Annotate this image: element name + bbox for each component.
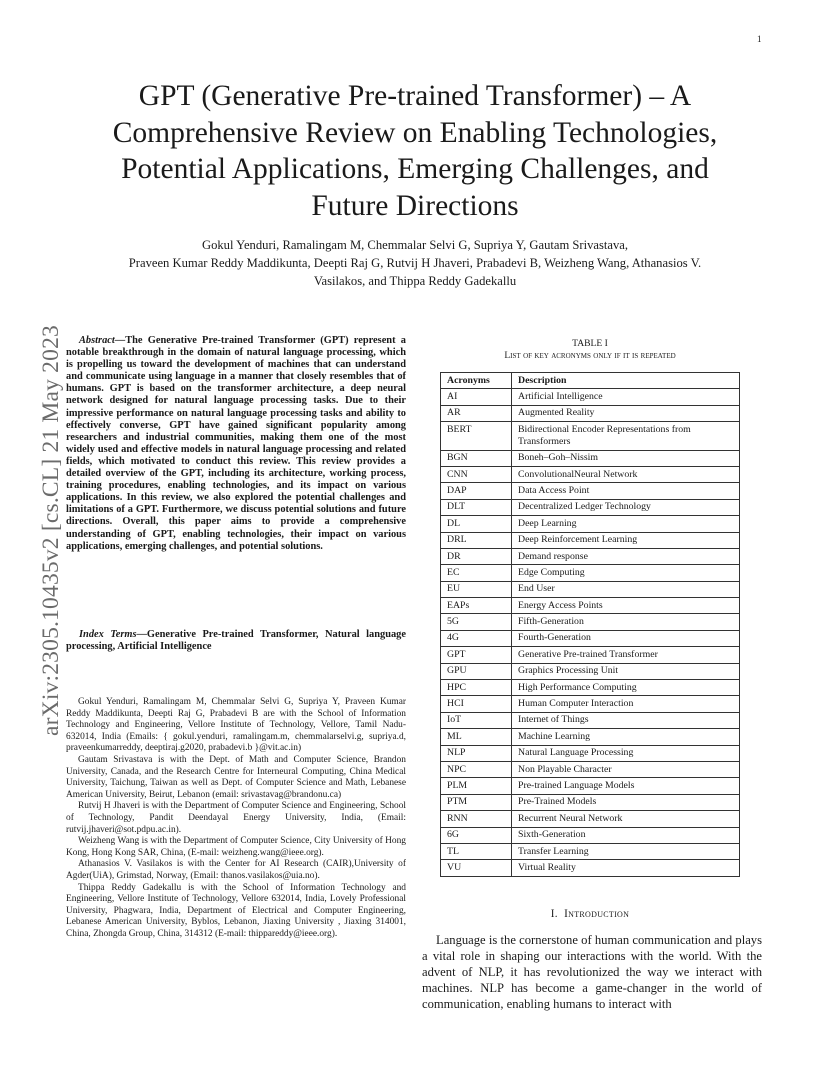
table-row xyxy=(441,548,740,564)
arxiv-identifier: arXiv:2305.10435v2 [cs.CL] 21 May 2023 xyxy=(38,325,64,736)
table-row xyxy=(441,843,740,859)
acronym-cell: PTM xyxy=(441,794,512,810)
acronym-cell: GPT xyxy=(441,647,512,663)
acronym-cell: 5G xyxy=(441,614,512,630)
abstract-text: —The Generative Pre-trained Transformer (GPT) represent a notable breakthrough in the domain of natural language processing, which is propelling us toward the development of machines that can understand and communicate using language in a manner that closely resembles that of humans. GPT is based on the transformer architecture, a deep neural network designed for natural language processing tasks. Due to their impressive performance on natural language processing tasks and ability to effectively converse, GPT have gained significant popularity among researchers and industrial communities, making them one of the most widely used and effective models in natural language processing and related fields, which motivated to conduct this review. This review provides a detailed overview of the GPT, including its architecture, working process, training procedures, enabling technologies, and its impact on various applications. In this review, we also explored the potential challenges and limitations of a GPT. Furthermore, we discuss potential solutions and future directions. Overall, this paper aims to provide a comprehensive understanding of GPT, enabling technologies, their impact on various applications, emerging challenges, and potential solutions. xyxy=(66,335,406,552)
acronym-cell: EU xyxy=(441,581,512,597)
index-terms xyxy=(66,629,406,653)
description-cell: Non Playable Character xyxy=(512,761,740,777)
table-row xyxy=(441,532,740,548)
description-cell: Pre-trained Language Models xyxy=(512,778,740,794)
acronym-cell: TL xyxy=(441,843,512,859)
table-row xyxy=(441,614,740,630)
title-line: Comprehensive Review on Enabling Technologies, xyxy=(112,116,718,149)
description-cell: Human Computer Interaction xyxy=(512,696,740,712)
table-header-acronyms: Acronyms xyxy=(441,373,512,389)
table-row xyxy=(441,565,740,581)
abstract-label: Abstract xyxy=(79,335,115,346)
intro-paragraph: Language is the cornerstone of human communication and plays a vital role in shaping our interactions with the world. With the advent of NLP, it has revolutionized the way we interact with machines. NLP has become a game-changer in the world of communication, enabling humans to interact with xyxy=(422,933,762,1012)
acronym-cell: ML xyxy=(441,729,512,745)
description-cell: Generative Pre-trained Transformer xyxy=(512,647,740,663)
acronym-cell: DR xyxy=(441,548,512,564)
description-cell: Energy Access Points xyxy=(512,598,740,614)
affiliation-note: Athanasios V. Vasilakos is with the Center for AI Research (CAIR),University of Agder(UiA), Grimstad, Norway, (Email: thanos.vasilakos@uia.no). xyxy=(66,859,406,881)
table-row xyxy=(441,598,740,614)
acronym-cell: VU xyxy=(441,860,512,876)
title-line: GPT (Generative Pre-trained Transformer) – A xyxy=(138,80,692,112)
acronym-cell: HPC xyxy=(441,680,512,696)
paper-title xyxy=(80,78,750,224)
acronym-cell: NPC xyxy=(441,761,512,777)
table-row xyxy=(441,729,740,745)
author-line: Gokul Yenduri, Ramalingam M, Chemmalar Selvi G, Supriya Y, Gautam Srivastava, xyxy=(201,238,629,252)
table-row xyxy=(441,827,740,843)
acronym-cell: 6G xyxy=(441,827,512,843)
affiliation-note: Gokul Yenduri, Ramalingam M, Chemmalar Selvi G, Supriya Y, Praveen Kumar Reddy Maddikunta, Deepti Raj G, Prabadevi B are with the School of Information Technology and Engineering, Vellore Institute of Technology, Vellore, Tamil Nadu- 632014, India (Emails: { gokul.yenduri, ramalingam.m, chemmalarselvi.g, supriya.d, praveenkumarreddy, deeptiraj.g2020, prabadevi.b }@vit.ac.in) xyxy=(66,697,406,754)
acronym-table xyxy=(440,372,740,877)
table-subtitle: List of key acronyms only if it is repeated xyxy=(504,350,676,361)
affiliation-note: Thippa Reddy Gadekallu is with the School of Information Technology and Engineering, Vellore Institute of Technology, Vellore 632014, India, Lovely Professional University, Phagwara, India, Department of Electrical and Computer Engineering, Lebanese American University, Byblos, Lebanon, Jiaxing University , Jiaxing 314001, China, Zhongda Group, China, 314312 (E-mail: thippareddy@ieee.org). xyxy=(66,882,406,939)
title-line: Potential Applications, Emerging Challenges, and xyxy=(121,153,709,185)
table-row xyxy=(441,466,740,482)
description-cell: Graphics Processing Unit xyxy=(512,663,740,679)
acronym-cell: DL xyxy=(441,516,512,532)
table-row xyxy=(441,422,740,450)
description-cell: Deep Learning xyxy=(512,516,740,532)
introduction-text xyxy=(422,932,762,1012)
table-row xyxy=(441,745,740,761)
description-cell: Data Access Point xyxy=(512,483,740,499)
section-title: Introduction xyxy=(564,908,630,920)
table-header-row xyxy=(441,373,740,389)
affiliation-note: Weizheng Wang is with the Department of Computer Science, City University of Hong Kong, Hong Kong SAR, China, (E-mail: weizheng.wang@ieee.org). xyxy=(66,836,406,858)
description-cell: Transfer Learning xyxy=(512,843,740,859)
description-cell: Virtual Reality xyxy=(512,860,740,876)
table-row xyxy=(441,630,740,646)
index-terms-text: —Generative Pre-trained Transformer, Natural language processing, Artificial Intelligence xyxy=(66,629,406,653)
description-cell: Bidirectional Encoder Representations from Transformers xyxy=(512,422,740,450)
table-row xyxy=(441,778,740,794)
acronym-cell: RNN xyxy=(441,811,512,827)
table-row xyxy=(441,663,740,679)
table-row xyxy=(441,581,740,597)
acronym-cell: BERT xyxy=(441,422,512,450)
description-cell: Pre-Trained Models xyxy=(512,794,740,810)
description-cell: Deep Reinforcement Learning xyxy=(512,532,740,548)
affiliation-note: Gautam Srivastava is with the Dept. of Math and Computer Science, Brandon University, Canada, and the Research Centre for Interneural Computing, China Medical University, Taichung, Taiwan as well as Dept. of Computer Science and Math, Lebanese American University, Beirut, Lebanon (email: srivastavag@brandonu.ca) xyxy=(66,754,406,800)
table-row xyxy=(441,389,740,405)
table-row xyxy=(441,680,740,696)
description-cell: Artificial Intelligence xyxy=(512,389,740,405)
table-row xyxy=(441,647,740,663)
description-cell: Internet of Things xyxy=(512,712,740,728)
author-line: Vasilakos, and Thippa Reddy Gadekallu xyxy=(313,274,517,288)
acronym-cell: PLM xyxy=(441,778,512,794)
description-cell: Fourth-Generation xyxy=(512,630,740,646)
table-row xyxy=(441,811,740,827)
title-line: Future Directions xyxy=(311,189,519,222)
table-row xyxy=(441,499,740,515)
description-cell: End User xyxy=(512,581,740,597)
acronym-cell: IoT xyxy=(441,712,512,728)
description-cell: Boneh–Goh–Nissim xyxy=(512,450,740,466)
acronym-cell: AR xyxy=(441,405,512,421)
table-row xyxy=(441,450,740,466)
description-cell: Natural Language Processing xyxy=(512,745,740,761)
index-terms-label: Index Terms xyxy=(79,629,137,640)
acronym-cell: AI xyxy=(441,389,512,405)
table-row xyxy=(441,696,740,712)
abstract xyxy=(66,335,406,553)
description-cell: Decentralized Ledger Technology xyxy=(512,499,740,515)
acronym-cell: HCI xyxy=(441,696,512,712)
section-number: I. xyxy=(550,908,558,920)
acronym-cell: 4G xyxy=(441,630,512,646)
affiliation-note: Rutvij H Jhaveri is with the Department of Computer Science and Engineering, School of Technology, Pandit Deendayal Energy University, India, (Email: rutvij.jhaveri@sot.pdpu.ac.in). xyxy=(66,801,406,835)
section-heading xyxy=(420,908,760,920)
description-cell: ConvolutionalNeural Network xyxy=(512,466,740,482)
table-row xyxy=(441,860,740,876)
page-number: 1 xyxy=(757,34,762,44)
description-cell: Augmented Reality xyxy=(512,405,740,421)
description-cell: Fifth-Generation xyxy=(512,614,740,630)
description-cell: Sixth-Generation xyxy=(512,827,740,843)
description-cell: Machine Learning xyxy=(512,729,740,745)
acronym-cell: DAP xyxy=(441,483,512,499)
description-cell: High Performance Computing xyxy=(512,680,740,696)
table-row xyxy=(441,483,740,499)
acronym-cell: EC xyxy=(441,565,512,581)
table-row xyxy=(441,516,740,532)
acronym-cell: GPU xyxy=(441,663,512,679)
table-header-description: Description xyxy=(512,373,740,389)
table-row xyxy=(441,761,740,777)
description-cell: Recurrent Neural Network xyxy=(512,811,740,827)
acronym-cell: DLT xyxy=(441,499,512,515)
author-line: Praveen Kumar Reddy Maddikunta, Deepti Raj G, Rutvij H Jhaveri, Prabadevi B, Weizheng Wang, Athanasios V. xyxy=(128,256,702,270)
table-row xyxy=(441,712,740,728)
table-caption xyxy=(420,338,760,362)
description-cell: Demand response xyxy=(512,548,740,564)
table-row xyxy=(441,794,740,810)
acronym-cell: NLP xyxy=(441,745,512,761)
acronym-cell: DRL xyxy=(441,532,512,548)
affiliations xyxy=(66,697,406,940)
description-cell: Edge Computing xyxy=(512,565,740,581)
table-label: TABLE I xyxy=(572,338,608,349)
acronym-cell: EAPs xyxy=(441,598,512,614)
table-row xyxy=(441,405,740,421)
acronym-cell: CNN xyxy=(441,466,512,482)
author-list xyxy=(60,236,770,290)
acronym-cell: BGN xyxy=(441,450,512,466)
